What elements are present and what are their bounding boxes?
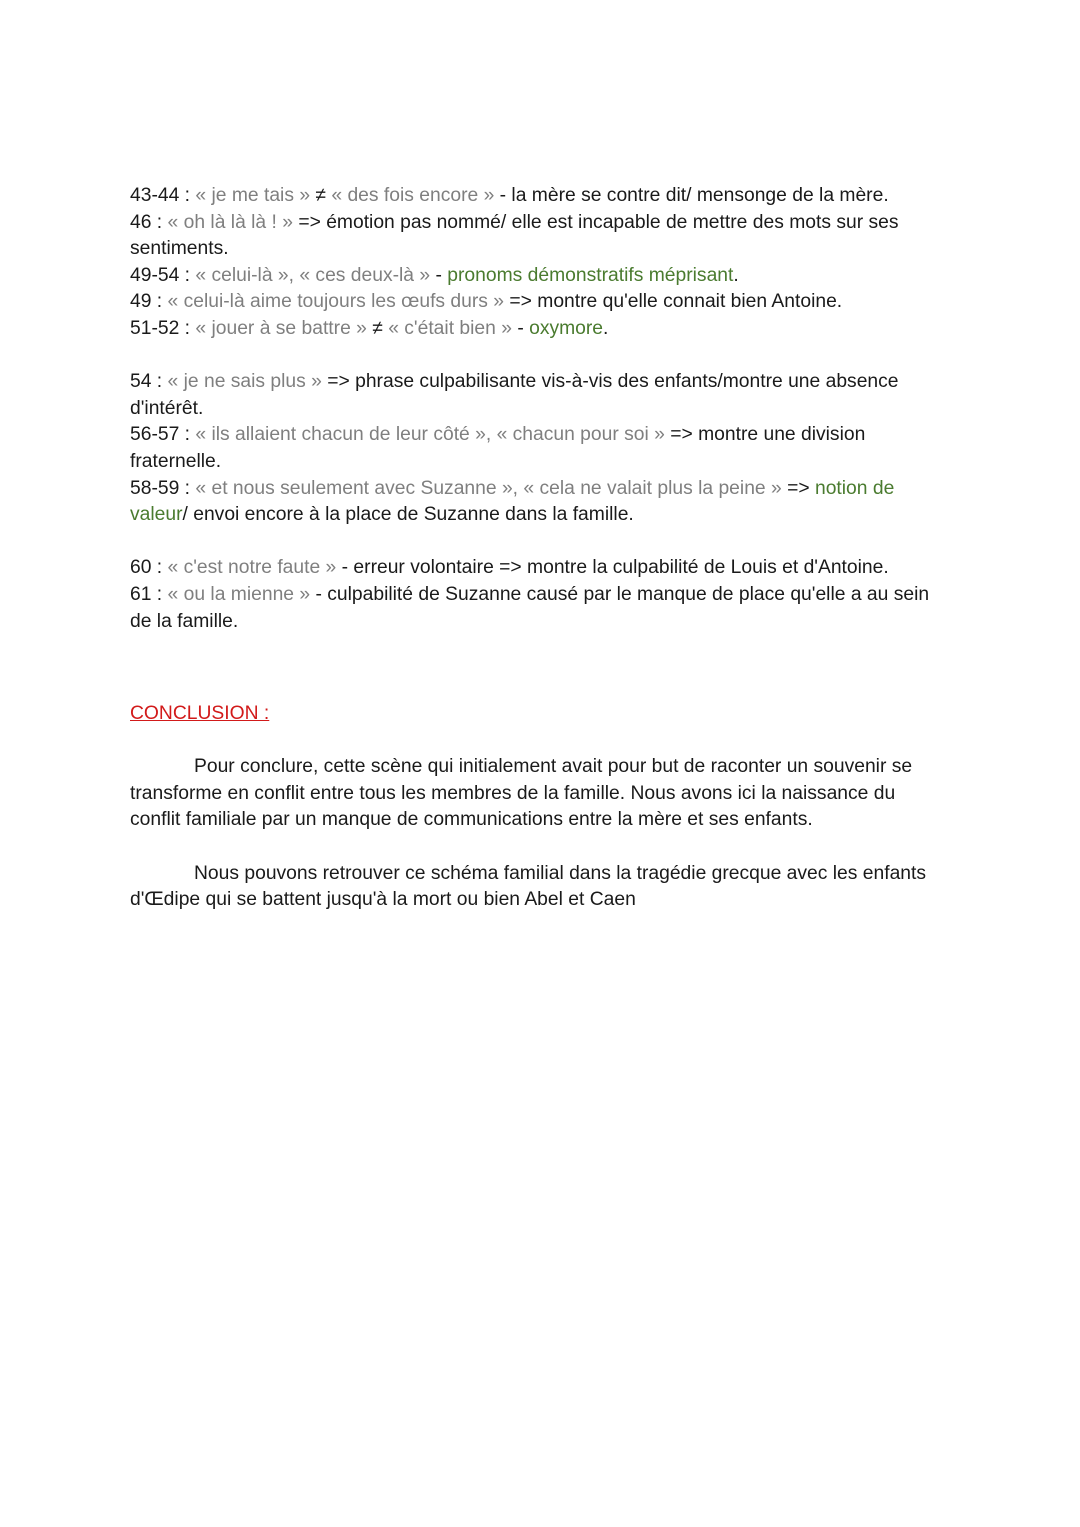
analysis-group-3 [130, 555, 950, 635]
quote-text: « je ne sais plus » [167, 371, 328, 393]
quote-text: « ils allaient chacun de leur côté », « chacun pour soi » [195, 424, 671, 446]
comment-text: - erreur volontaire => montre la culpabilité de Louis et d'Antoine. [341, 557, 889, 579]
comment-text: . [603, 317, 609, 339]
quote-text: « c'était bien » [388, 317, 518, 339]
analysis-entry [130, 210, 950, 263]
term-text: pronoms démonstratifs méprisant [447, 264, 734, 286]
quote-text: « c'est notre faute » [167, 557, 342, 579]
comment-text: - [435, 264, 448, 286]
quote-text: « oh là là là ! » [167, 211, 299, 233]
comment-text: / envoi encore à la place de Suzanne dans la famille. [182, 504, 634, 526]
term-text: oxymore [529, 317, 604, 339]
line-reference: 49-54 : [130, 264, 196, 286]
conclusion-heading: CONCLUSION : [130, 703, 270, 725]
analysis-entry [130, 316, 950, 343]
line-reference: 54 : [130, 371, 168, 393]
analysis-entry [130, 555, 950, 582]
comment-text: => montre une division fraternelle. [130, 424, 866, 472]
document-content [130, 183, 950, 914]
analysis-entry [130, 369, 950, 422]
comment-text: - la mère se contre dit/ mensonge de la mère. [499, 185, 889, 206]
comment-text: - culpabilité de Suzanne causé par le manque de place qu'elle a au sein de la famille. [130, 583, 930, 632]
analysis-entry [130, 476, 950, 529]
quote-text: « jouer à se battre » [195, 317, 373, 339]
quote-text: « ou la mienne » [167, 583, 316, 605]
line-reference: 61 : [130, 583, 168, 605]
term-text: notion de valeur [130, 477, 895, 526]
comment-text: => phrase culpabilisante vis-à-vis des enfants/montre une absence d'intérêt. [130, 371, 899, 419]
comment-text: => [787, 477, 815, 499]
quote-text: « celui-là aime toujours les œufs durs » [167, 291, 510, 313]
line-reference: 51-52 : [130, 317, 196, 339]
comment-text: - [517, 317, 530, 339]
line-reference: 60 : [130, 557, 168, 579]
line-reference: 58-59 : [130, 477, 196, 499]
spacer [130, 529, 950, 556]
line-reference: 43-44 : [130, 185, 196, 206]
analysis-group-2 [130, 369, 950, 529]
comment-text: => montre qu'elle connait bien Antoine. [509, 291, 843, 313]
line-reference: 49 : [130, 291, 168, 313]
analysis-entry [130, 582, 950, 635]
analysis-entry [130, 183, 950, 210]
quote-text: « celui-là », « ces deux-là » [195, 264, 436, 286]
line-reference: 46 : [130, 211, 168, 233]
spacer [130, 635, 950, 701]
comment-text: . [733, 264, 739, 286]
quote-text: « je me tais » [195, 185, 316, 206]
quote-text: « des fois encore » [331, 185, 500, 206]
conclusion-paragraph-2: Nous pouvons retrouver ce schéma familial dans la tragédie grecque avec les enfants d'Œdipe qui se battent jusqu'à la mort ou bien Abel et Caen [130, 862, 927, 911]
analysis-group-1 [130, 183, 950, 343]
spacer [130, 834, 950, 861]
comment-text: ≠ [372, 317, 389, 339]
spacer [130, 728, 950, 755]
comment-text: => émotion pas nommé/ elle est incapable de mettre des mots sur ses sentiments. [130, 211, 899, 260]
analysis-entry [130, 422, 950, 475]
quote-text: « et nous seulement avec Suzanne », « cela ne valait plus la peine » [195, 477, 788, 499]
spacer [130, 343, 950, 370]
analysis-entry [130, 263, 950, 290]
conclusion-paragraph-1: Pour conclure, cette scène qui initialement avait pour but de raconter un souvenir se transforme en conflit entre tous les membres de la famille. Nous avons ici la naissance du conflit familiale par un manque de communications entre la mère et ses enfants. [130, 756, 913, 831]
comment-text: ≠ [315, 185, 332, 206]
line-reference: 56-57 : [130, 424, 196, 446]
analysis-entry [130, 289, 950, 316]
